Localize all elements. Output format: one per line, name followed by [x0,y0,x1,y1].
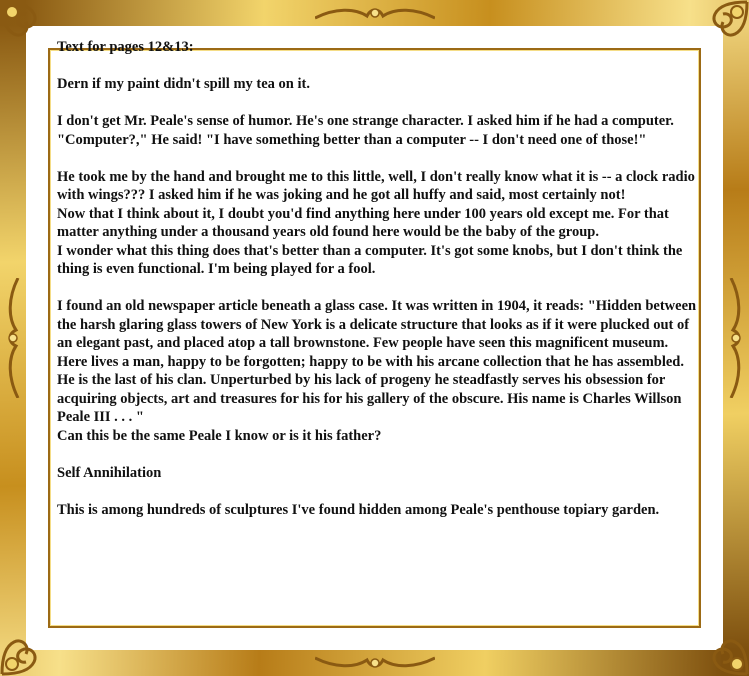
frame-left-center-ornament [4,278,24,398]
paragraph-better-than-computer: I wonder what this thing does that's better than a computer. It's got some knobs, but I don't think the thing is even functional. I'm being played for a fool. [57,242,683,277]
document-body [57,38,699,538]
frame-corner-ornament-top-right [697,0,749,52]
document-heading: Text for pages 12&13: [57,39,194,55]
frame-right-center-ornament [725,278,745,398]
paragraph-computer-question: I don't get Mr. Peale's sense of humor. He's one strange character. I asked him if he had a computer. "Computer?," He said! "I have something better than a computer -- I don't need one of those!" [57,113,674,148]
frame-corner-ornament-bottom-right [697,624,749,676]
paragraph-spilled-tea: Dern if my paint didn't spill my tea on it. [57,76,310,92]
frame-bottom-center-ornament [315,652,435,672]
paragraph-newspaper-article: I found an old newspaper article beneath a glass case. It was written in 1904, it reads: "Hidden between the harsh glaring glass towers of New York is a delicate structure that looks as if it were plucked out of an elegant past, and placed atop a tall brownstone. Few people have seen this magnificent museum. Here lives a man, happy to be forgotten; happy to be with his arcane collection that he has assembled. He is the last of his clan. Unperturbed by his lack of progeny he steadfastly serves his obsession for acquiring objects, art and treasures for his for his gallery of the obscure. His name is Charles Willson Peale III . . . " [57,298,697,425]
paragraph-same-peale: Can this be the same Peale I know or is it his father? [57,427,382,444]
frame-corner-ornament-bottom-left [0,624,52,676]
frame-top-center-ornament [315,4,435,24]
frame-corner-ornament-top-left [0,0,52,52]
paragraph-clock-radio: He took me by the hand and brought me to this little, well, I don't really know what it is -- a clock radio with wings??? I asked him if he was joking and he got all huffy and said, most certainly not! [57,168,695,203]
sculpture-title: Self Annihilation [57,464,162,481]
paragraph-hundred-years-old: Now that I think about it, I doubt you'd find anything here under 100 years old except me. For that matter anything under a thousand years old found here would be the baby of the group. [57,205,669,240]
paragraph-sculptures: This is among hundreds of sculptures I've found hidden among Peale's penthouse topiary garden. [57,501,660,518]
